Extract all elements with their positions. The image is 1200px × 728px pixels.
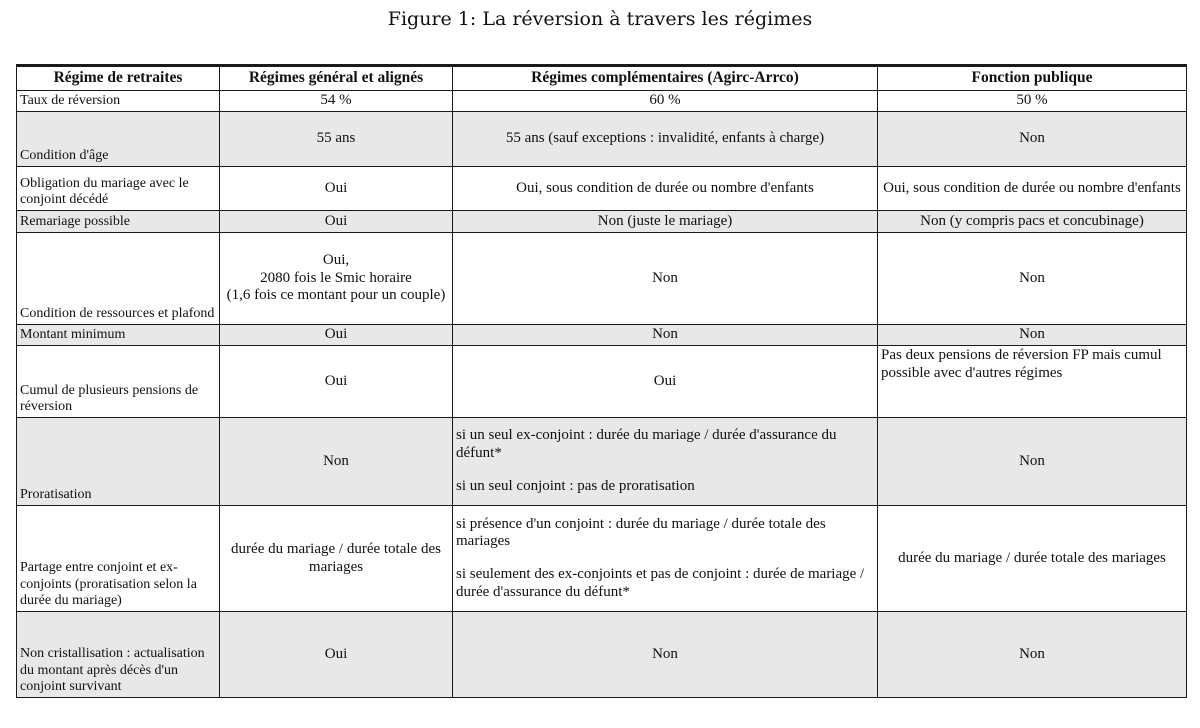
row-label: Condition d'âge [17, 112, 220, 167]
cell-fonction-publique: durée du mariage / durée totale des mariages [878, 506, 1187, 612]
cell-fonction-publique: Non [878, 112, 1187, 167]
cell-complementaire: 55 ans (sauf exceptions : invalidité, enfants à charge) [453, 112, 878, 167]
cell-fonction-publique: Oui, sous condition de durée ou nombre d'enfants [878, 167, 1187, 211]
cell-general [220, 233, 453, 325]
cell-general: Oui [220, 325, 453, 346]
cell-general: Oui [220, 346, 453, 418]
header-row [17, 66, 1187, 91]
row-label: Obligation du mariage avec le conjoint décédé [17, 167, 220, 211]
header-regime: Régime de retraites [17, 66, 220, 91]
header-general: Régimes général et alignés [220, 66, 453, 91]
row-label: Cumul de plusieurs pensions de réversion [17, 346, 220, 418]
cell-line: Oui, [322, 251, 350, 268]
cell-general: 55 ans [220, 112, 453, 167]
cell-general: Non [220, 418, 453, 506]
cell-line: 2080 fois le Smic horaire [260, 269, 412, 286]
cell-line: (1,6 fois ce montant pour un couple) [226, 287, 446, 304]
cell-fonction-publique: Non [878, 325, 1187, 346]
cell-paragraph: si un seul conjoint : pas de proratisation [456, 477, 695, 494]
cell-complementaire: Non (juste le mariage) [453, 211, 878, 233]
cell-fonction-publique: Non [878, 418, 1187, 506]
table-row [17, 418, 1187, 506]
cell-general: Oui [220, 612, 453, 698]
cell-fonction-publique: Non [878, 612, 1187, 698]
cell-fonction-publique: Non (y compris pacs et concubinage) [878, 211, 1187, 233]
cell-general: durée du mariage / durée totale des mariages [220, 506, 453, 612]
cell-complementaire: Non [453, 325, 878, 346]
cell-general: Oui [220, 167, 453, 211]
cell-paragraph: si seulement des ex-conjoints et pas de conjoint : durée de mariage / durée d'assurance du défunt* [456, 566, 865, 600]
cell-general: Oui [220, 211, 453, 233]
cell-complementaire: Oui [453, 346, 878, 418]
table-row [17, 233, 1187, 325]
cell-complementaire [453, 418, 878, 506]
cell-paragraph: si présence d'un conjoint : durée du mariage / durée totale des mariages [456, 515, 826, 550]
cell-fonction-publique: 50 % [878, 91, 1187, 112]
table-row [17, 211, 1187, 233]
cell-complementaire: Oui, sous condition de durée ou nombre d'enfants [453, 167, 878, 211]
table-row [17, 346, 1187, 418]
cell-complementaire [453, 506, 878, 612]
table-row [17, 112, 1187, 167]
figure-title: Figure 1: La réversion à travers les régimes [387, 8, 813, 30]
row-label: Non cristallisation : actualisation du montant après décès d'un conjoint survivant [17, 612, 220, 698]
row-label: Proratisation [17, 418, 220, 506]
row-label: Partage entre conjoint et ex-conjoints (proratisation selon la durée du mariage) [17, 506, 220, 612]
table-row [17, 612, 1187, 698]
cell-fonction-publique: Non [878, 233, 1187, 325]
cell-fonction-publique: Pas deux pensions de réversion FP mais cumul possible avec d'autres régimes [878, 346, 1187, 418]
cell-paragraph: si un seul ex-conjoint : durée du mariage / durée d'assurance du défunt* [456, 427, 837, 462]
reversion-table [16, 64, 1187, 698]
table-row [17, 91, 1187, 112]
cell-complementaire: 60 % [453, 91, 878, 112]
header-fonction-publique: Fonction publique [878, 66, 1187, 91]
table-row [17, 167, 1187, 211]
header-complementaire: Régimes complémentaires (Agirc-Arrco) [453, 66, 878, 91]
row-label: Remariage possible [17, 211, 220, 233]
row-label: Condition de ressources et plafond [17, 233, 220, 325]
row-label: Montant minimum [17, 325, 220, 346]
row-label: Taux de réversion [17, 91, 220, 112]
table-row [17, 506, 1187, 612]
table-row [17, 325, 1187, 346]
cell-complementaire: Non [453, 233, 878, 325]
cell-general: 54 % [220, 91, 453, 112]
cell-complementaire: Non [453, 612, 878, 698]
